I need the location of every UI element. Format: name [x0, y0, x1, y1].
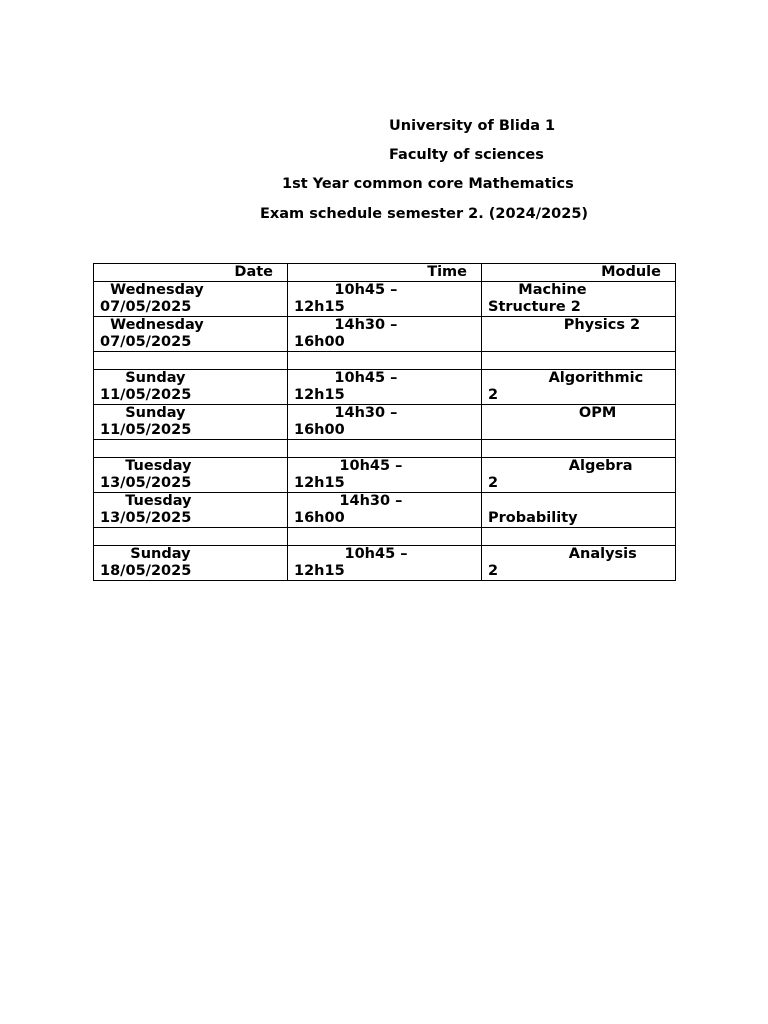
- time-cell: 10h45 – 12h15: [288, 546, 482, 581]
- table-row: [94, 282, 676, 317]
- table-row: [94, 493, 676, 528]
- date-cell: Sunday 18/05/2025: [94, 546, 288, 581]
- table-row-empty: [94, 528, 676, 546]
- date-cell: Tuesday 13/05/2025: [94, 493, 288, 528]
- date-cell: [94, 440, 288, 458]
- column-header-time: Time: [288, 264, 482, 282]
- column-header-date: Date: [94, 264, 288, 282]
- date-cell: Sunday 11/05/2025: [94, 370, 288, 405]
- table-row-empty: [94, 440, 676, 458]
- module-cell: Machine Structure 2: [482, 282, 676, 317]
- date-cell: Wednesday 07/05/2025: [94, 317, 288, 352]
- date-cell: [94, 528, 288, 546]
- university-name: University of Blida 1: [389, 118, 556, 134]
- table-row: [94, 458, 676, 493]
- date-cell: Sunday 11/05/2025: [94, 405, 288, 440]
- table-row: [94, 546, 676, 581]
- program-name: 1st Year common core Mathematics: [282, 176, 574, 192]
- table-row: [94, 317, 676, 352]
- module-cell: Probability: [482, 493, 676, 528]
- table-header-row: [94, 264, 676, 282]
- module-cell: [482, 352, 676, 370]
- date-cell: Wednesday 07/05/2025: [94, 282, 288, 317]
- document-title: Exam schedule semester 2. (2024/2025): [260, 206, 589, 222]
- time-cell: 10h45 – 12h15: [288, 282, 482, 317]
- time-cell: 10h45 – 12h15: [288, 458, 482, 493]
- time-cell: [288, 440, 482, 458]
- column-header-module: Module: [482, 264, 676, 282]
- time-cell: [288, 528, 482, 546]
- time-cell: 14h30 – 16h00: [288, 493, 482, 528]
- module-cell: [482, 528, 676, 546]
- table-row: [94, 370, 676, 405]
- module-cell: Algebra 2: [482, 458, 676, 493]
- time-cell: 14h30 – 16h00: [288, 317, 482, 352]
- table-row-empty: [94, 352, 676, 370]
- table-row: [94, 405, 676, 440]
- date-cell: [94, 352, 288, 370]
- time-cell: 10h45 – 12h15: [288, 370, 482, 405]
- date-cell: Tuesday 13/05/2025: [94, 458, 288, 493]
- exam-schedule-table: [93, 263, 676, 581]
- module-cell: Physics 2: [482, 317, 676, 352]
- module-cell: Analysis 2: [482, 546, 676, 581]
- module-cell: [482, 440, 676, 458]
- module-cell: OPM: [482, 405, 676, 440]
- time-cell: 14h30 – 16h00: [288, 405, 482, 440]
- time-cell: [288, 352, 482, 370]
- faculty-name: Faculty of sciences: [389, 147, 544, 163]
- module-cell: Algorithmic 2: [482, 370, 676, 405]
